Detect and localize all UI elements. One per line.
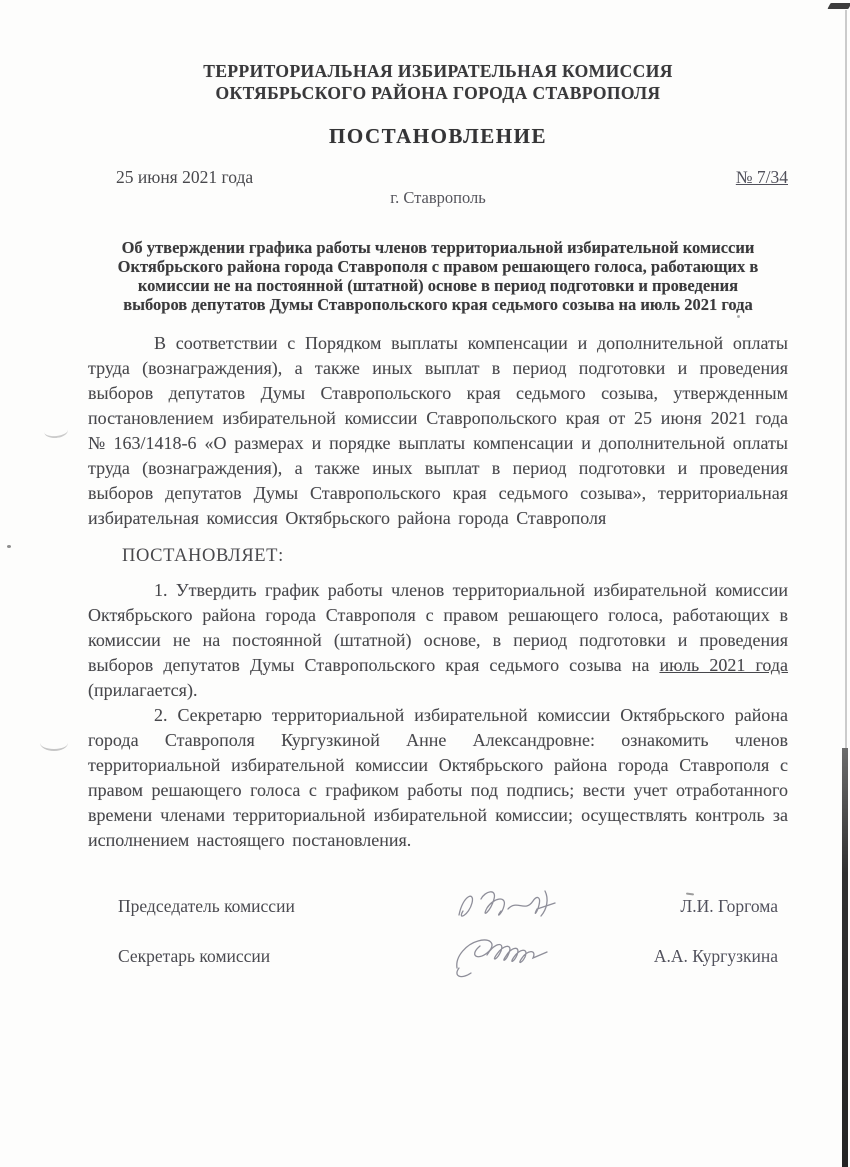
signature-row-chairman — [88, 881, 788, 931]
scan-dark-edge-band — [842, 748, 848, 1167]
scan-curve-mark-upper — [43, 423, 68, 439]
signature-block — [88, 881, 788, 981]
scan-corner-mark — [827, 3, 850, 9]
resolution-items — [88, 578, 788, 853]
secretary-name: А.А. Кургузкина — [653, 945, 778, 966]
scan-curve-mark-lower — [40, 735, 68, 751]
document-type-title: ПОСТАНОВЛЕНИЕ — [329, 124, 547, 148]
item1-text-post: (прилагается). — [88, 680, 198, 700]
organization-name-line2: ОКТЯБРЬСКОГО РАЙОНА ГОРОДА СТАВРОПОЛЯ — [215, 83, 661, 103]
organization-name-line1: ТЕРРИТОРИАЛЬНАЯ ИЗБИРАТЕЛЬНАЯ КОМИССИЯ — [203, 61, 673, 81]
signature-row-secretary — [88, 931, 788, 981]
chairman-name: Л.И. Горгома — [680, 895, 778, 916]
document-subject: Об утверждении графика работы членов территориальной избирательной комиссии Октябрьского района города Ставрополя с правом решающего голоса, работающих в комиссии не на постоянной (штатной) основе в период подготовки и проведения выборов депутатов Думы Ставропольского края седьмого созыва на июль 2021 года — [117, 238, 759, 314]
issuing-organization — [88, 60, 788, 104]
resolution-item-1 — [88, 578, 788, 703]
resolves-heading: ПОСТАНОВЛЯЕТ: — [122, 546, 284, 566]
resolution-item-2: 2. Секретарю территориальной избирательной комиссии Октябрьского района города Ставрополя Кургузкиной Анне Александровне: ознакомить членов территориальной избирательной комиссии Октябрьского района города Ставрополя с правом решающего голоса с графиком работы под подпись; вести учет отработанного времени членами территориальной избирательной комиссии; осуществлять контроль за исполнением настоящего постановления. — [88, 705, 788, 850]
item1-underlined-period: июль 2021 года — [659, 655, 789, 675]
secretary-role-label: Секретарь комиссии — [118, 945, 271, 966]
scan-paper-edge-line — [845, 10, 847, 750]
document-place: г. Ставрополь — [390, 188, 486, 207]
document-content — [88, 0, 788, 981]
date-number-row — [88, 166, 788, 188]
item1-text-pre: 1. Утвердить график работы членов территориальной избирательной комиссии Октябрьского района города Ставрополя с правом решающего голоса, работающих в комиссии не на постоянной (штатной) основе, в период подготовки и проведения выборов депутатов Думы Ставропольского края седьмого созыва на — [88, 580, 788, 675]
preamble-paragraph: В соответствии с Порядком выплаты компенсации и дополнительной оплаты труда (вознаграждения), а также иных выплат в период подготовки и проведения выборов депутатов Думы Ставропольского края седьмого созыва, утвержденным постановлением избирательной комиссии Ставропольского края от 25 июня 2021 года № 163/1418-6 «О размерах и порядке выплаты компенсации и дополнительной оплаты труда (вознаграждения), а также иных выплат в период подготовки и проведения выборов депутатов Думы Ставропольского края седьмого созыва», территориальная избирательная комиссия Октябрьского района города Ставрополя — [88, 333, 788, 528]
chairman-role-label: Председатель комиссии — [118, 895, 295, 916]
document-number: № 7/34 — [735, 167, 788, 187]
chairman-signature-scribble — [451, 883, 601, 929]
scan-speck-left — [7, 545, 11, 548]
secretary-signature-scribble — [451, 930, 601, 982]
document-date: 25 июня 2021 года — [116, 167, 254, 187]
